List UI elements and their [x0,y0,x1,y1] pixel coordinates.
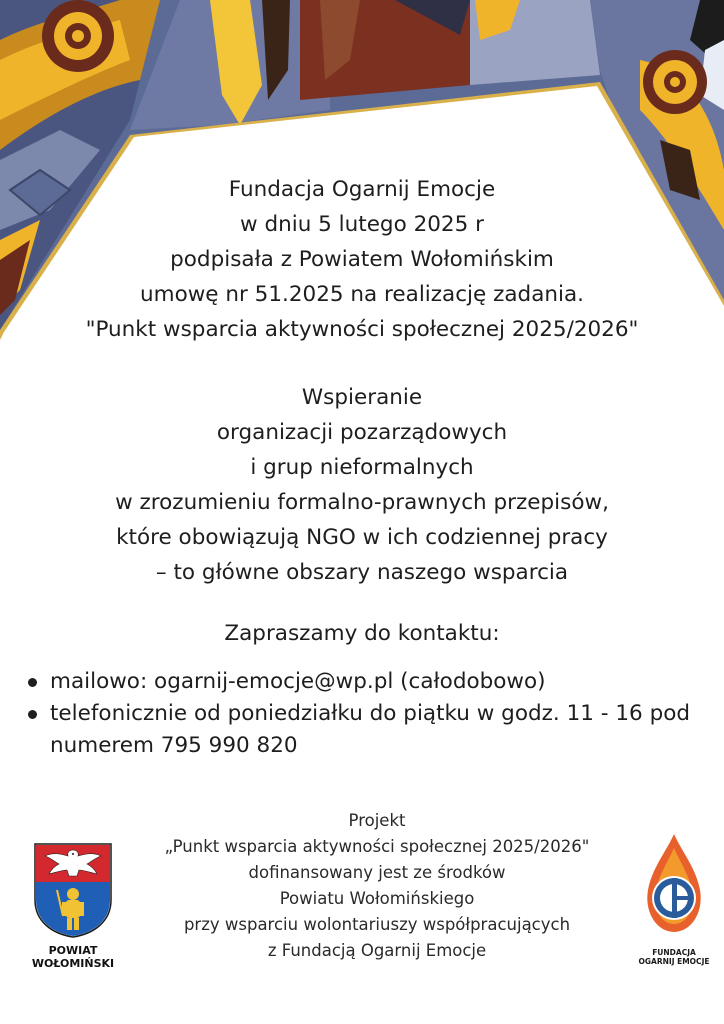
flame-drop-logo-icon [634,832,714,942]
powiat-caption [28,944,118,970]
footer-line: Powiatu Wołomińskiego [279,889,475,908]
announcement-line: "Punkt wsparcia aktywności społecznej 2025/2026" [85,317,639,342]
fundacja-logo [626,832,722,966]
powiat-caption-line: POWIAT [48,944,98,957]
footer-line: z Fundacją Ogarnij Emocje [267,941,487,960]
support-line: organizacji pozarządowych [216,420,508,445]
announcement-block [0,172,724,347]
contact-heading: Zapraszamy do kontaktu: [224,621,500,646]
contact-item-phone [26,698,716,762]
support-line: – to główne obszary naszego wsparcia [155,560,569,585]
bullet-icon [28,678,37,687]
announcement-line: podpisała z Powiatem Wołomińskim [170,247,554,272]
support-line: i grup nieformalnych [250,455,474,480]
announcement-line: w dniu 5 lutego 2025 r [240,212,484,237]
announcement-line: umowę nr 51.2025 na realizację zadania. [140,282,584,307]
footer-line: dofinansowany jest ze środków [248,863,506,882]
support-line: w zrozumieniu formalno-prawnych przepisów, [115,490,609,515]
support-line: Wspieranie [301,385,423,410]
fundacja-caption [626,948,722,966]
announcement-line: Fundacja Ogarnij Emocje [228,177,496,202]
contact-item-email [26,666,716,698]
fundacja-caption-line: OGARNIJ EMOCJE [638,957,710,966]
contact-email-text[interactable]: mailowo: ogarnij-emocje@wp.pl (całodobowo) [50,669,546,694]
bullet-icon [28,710,37,719]
powiat-logo [28,842,118,970]
contact-list [26,666,716,762]
footer-line: przy wsparciu wolontariuszy współpracujących [183,915,571,934]
fundacja-caption-line: FUNDACJA [652,948,696,957]
powiat-caption-line: WOŁOMIŃSKI [31,957,115,970]
support-line: które obowiązują NGO w ich codziennej pracy [116,525,608,550]
footer-line: „Punkt wsparcia aktywności społecznej 2025/2026" [164,837,590,856]
footer-line: Projekt [348,811,406,830]
coat-of-arms-icon [33,842,113,938]
project-footer [140,808,614,964]
contact-phone-text[interactable]: telefonicznie od poniedziałku do piątku w godz. 11 - 16 pod numerem 795 990 820 [50,701,691,758]
support-block [0,380,724,590]
